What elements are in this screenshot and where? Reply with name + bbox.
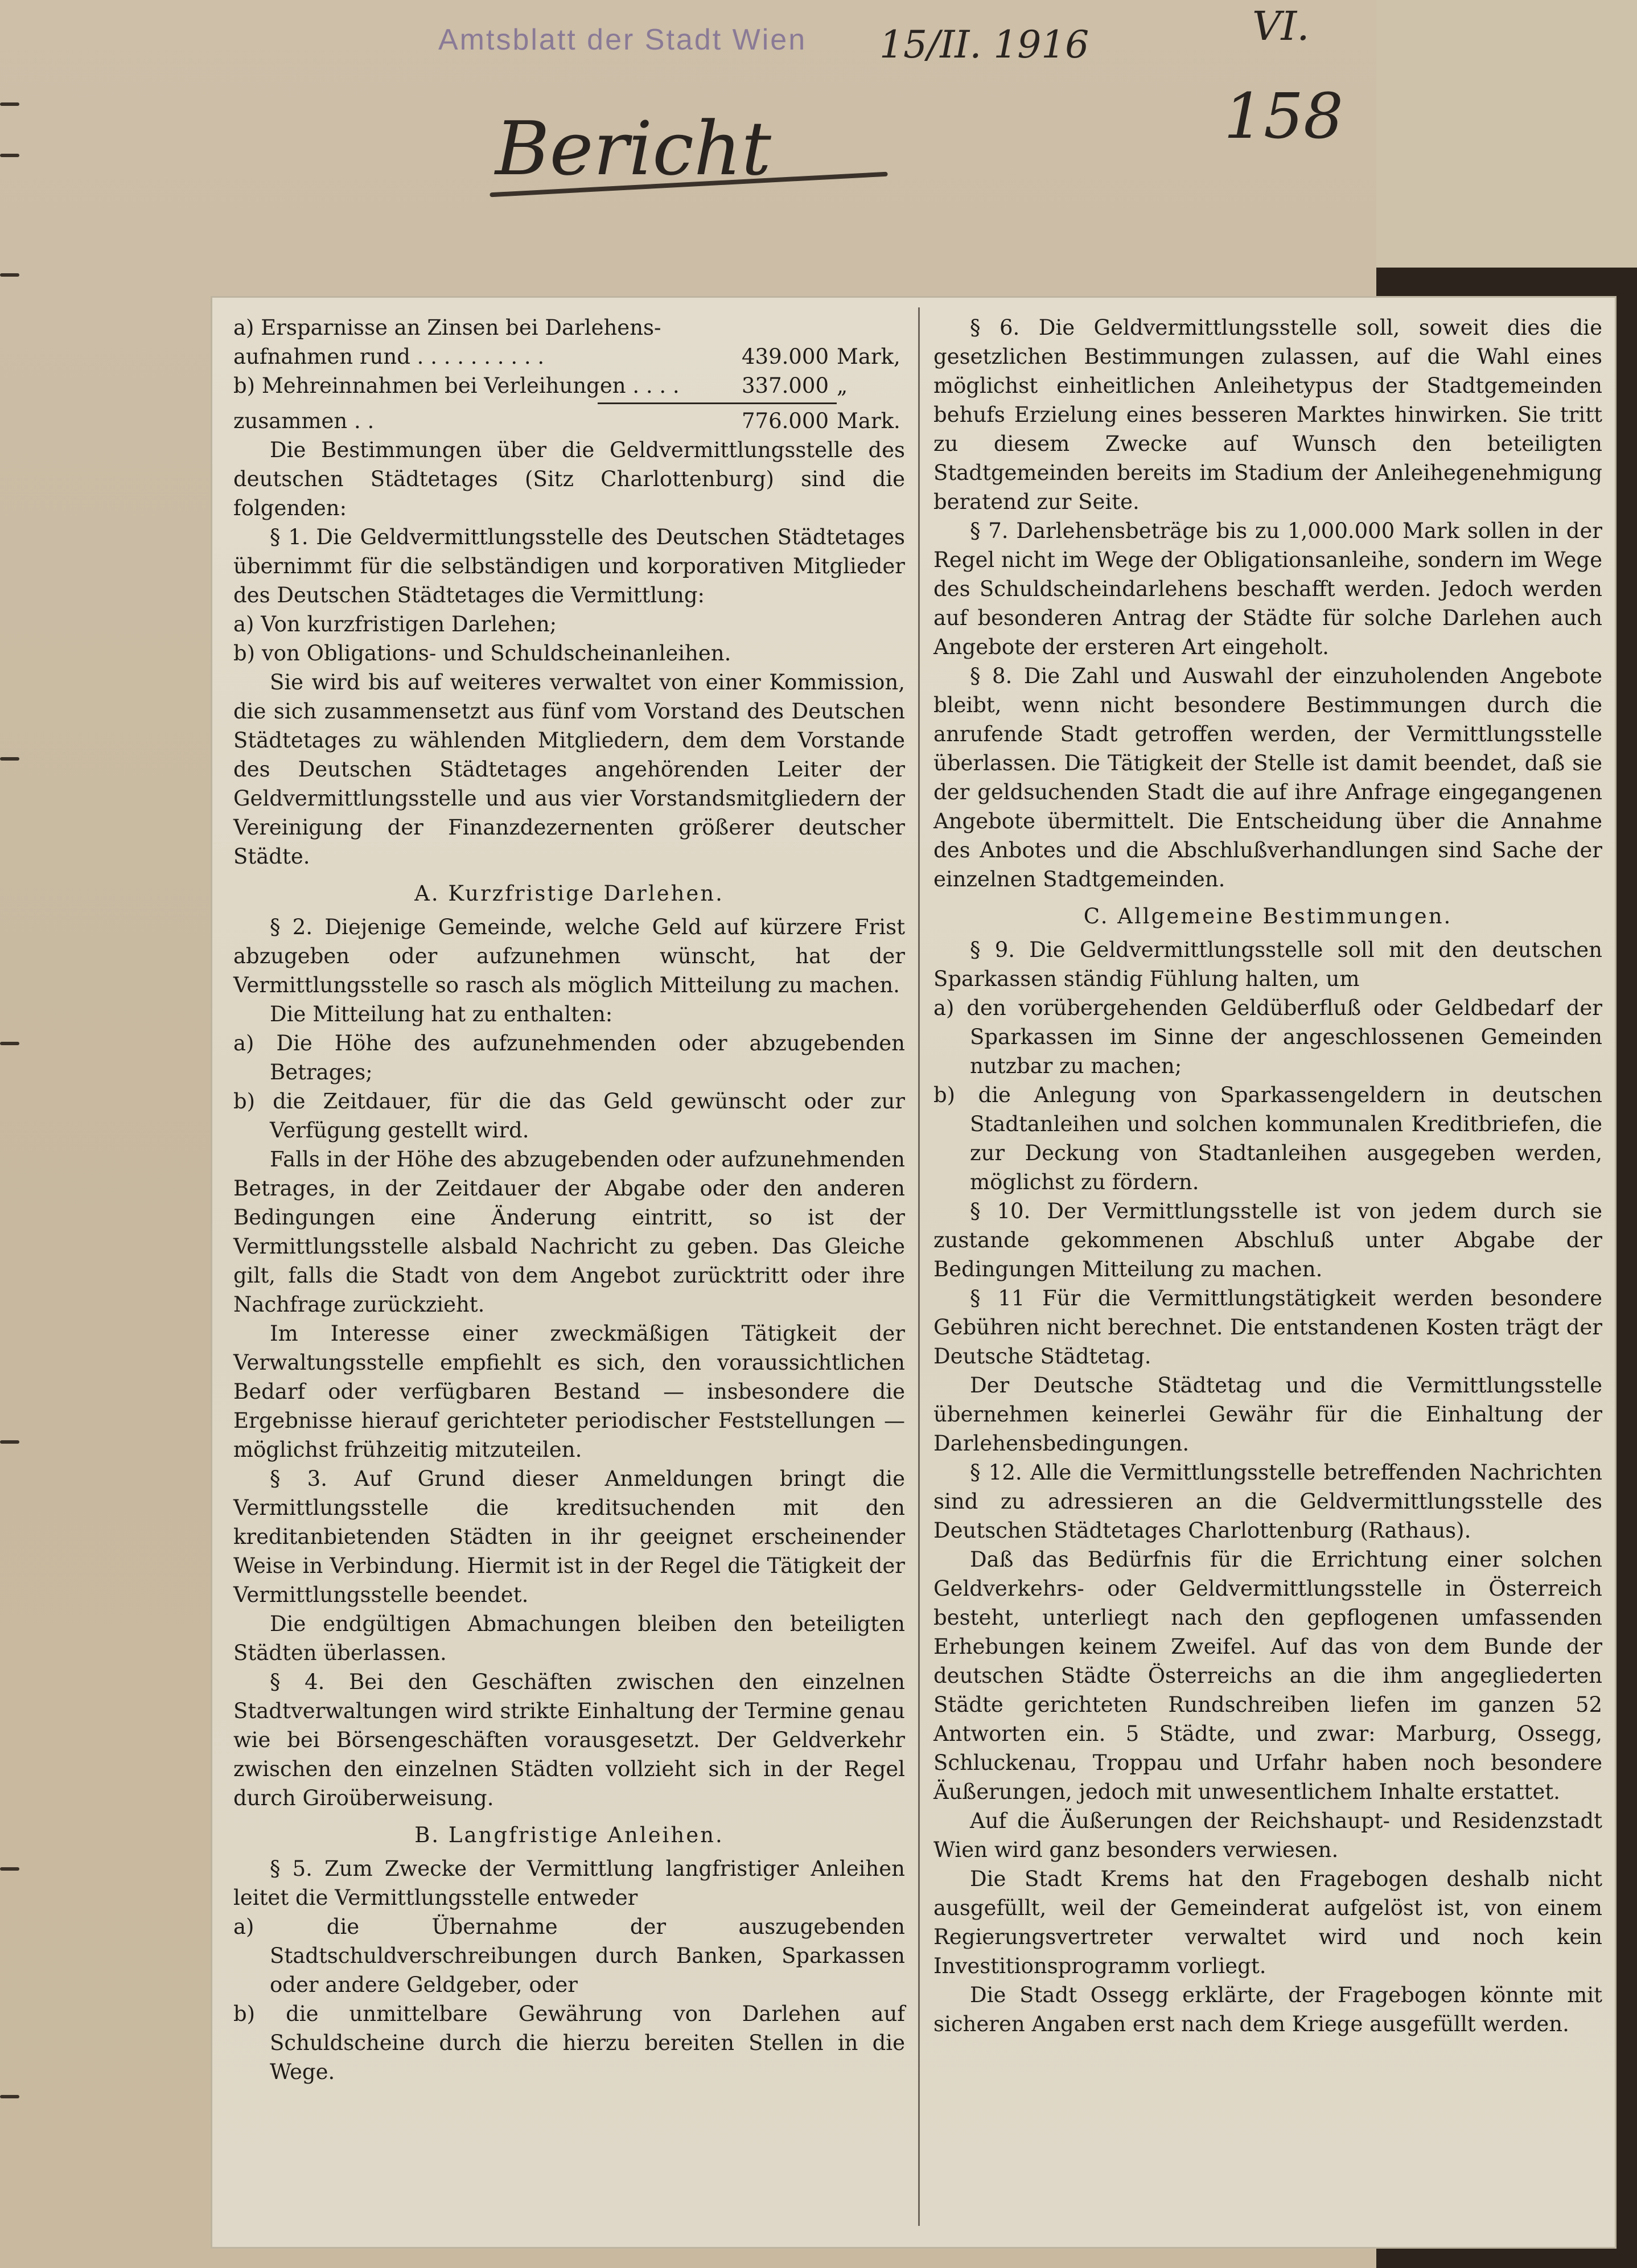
paragraph: § 4. Bei den Geschäften zwischen den einzelnen Stadtverwaltungen wird strikte Einhaltung der Termine genau wie bei Börsengeschäften vorausgesetzt. Der Geldverkehr zwischen den einzelnen Städten vollzieht sich in der Regel durch Giroüberweisung.	[233, 1670, 905, 1810]
sum-unit: Mark.	[837, 409, 900, 433]
newspaper-stamp: Amtsblatt der Stadt Wien	[438, 23, 807, 56]
sum-row	[233, 342, 905, 371]
sum-rule	[598, 402, 837, 404]
sum-label: b) Mehreinnahmen bei Verleihungen . . . .	[233, 373, 680, 398]
paragraph: § 8. Die Zahl und Auswahl der einzuholenden Angebote bleibt, wenn nicht besondere Bestimmungen durch die anrufende Stadt getroffen werden, der Vermittlungsstelle überlassen. Die Tätigkeit der Stelle ist damit beendet, daß sie der geldsuchenden Stadt die auf ihre Anfrage eingegangenen Angebote übermittelt. Die Entscheidung über die Annahme des Anbotes und die Abschlußverhandlungen sind Sache der einzelnen Stadtgemeinden.	[933, 664, 1602, 891]
paragraph: § 1. Die Geldvermittlungsstelle des Deutschen Städtetages übernimmt für die selbständigen und korporativen Mitglieder des Deutschen Städtetages die Vermittlung:	[233, 525, 905, 607]
paragraph: § 11 Für die Vermittlungstätigkeit werden besondere Gebühren nicht berechnet. Die entstandenen Kosten trägt der Deutsche Städtetag.	[933, 1286, 1602, 1369]
paragraph: § 9. Die Geldvermittlungsstelle soll mit den deutschen Sparkassen ständig Fühlung halten, um	[933, 938, 1602, 991]
handwritten-title: Bericht	[495, 105, 771, 192]
left-column	[233, 313, 905, 2086]
paragraph: Im Interesse einer zweckmäßigen Tätigkeit der Verwaltungsstelle empfiehlt es sich, den voraussichtlichen Bedarf oder verfügbaren Bestand — insbesondere die Ergebnisse hierauf gerichteter periodischer Feststellungen — möglichst frühzeitig mitzuteilen.	[233, 1321, 905, 1462]
paragraph: Auf die Äußerungen der Reichshaupt- und Residenzstadt Wien wird ganz besonders verwiesen.	[933, 1809, 1602, 1862]
handwritten-date: 15/II. 1916	[879, 23, 1089, 67]
paragraph: b) die unmittelbare Gewährung von Darlehen auf Schuldscheine durch die hierzu bereiten Stellen in die Wege.	[233, 2002, 905, 2084]
right-column	[933, 313, 1602, 2039]
sum-amount: 439.000	[741, 344, 829, 369]
paragraph: Die Stadt Ossegg erklärte, der Fragebogen könnte mit sicheren Angaben erst nach dem Kriege ausgefüllt werden.	[933, 1983, 1602, 2036]
handwritten-roman-numeral: VI.	[1252, 3, 1310, 50]
handwritten-page-number: 158	[1224, 80, 1343, 153]
paragraph: a) den vorübergehenden Geldüberfluß oder Geldbedarf der Sparkassen im Sinne der angeschlossenen Gemeinden nutzbar zu machen;	[933, 996, 1602, 1078]
paragraph: a) Von kurzfristigen Darlehen;	[233, 612, 557, 636]
paragraph: § 12. Alle die Vermittlungsstelle betreffenden Nachrichten sind zu adressieren an die Geldvermittlungsstelle des Deutschen Städtetages Charlottenburg (Rathaus).	[933, 1460, 1602, 1543]
sum-row	[233, 406, 905, 435]
paragraph: b) die Anlegung von Sparkassengeldern in deutschen Stadtanleihen und solchen kommunalen Kreditbriefen, die zur Deckung von Stadtanleihen ausgegeben werden, möglichst zu fördern.	[933, 1083, 1602, 1194]
binding-marks	[0, 102, 34, 2209]
paragraph: Daß das Bedürfnis für die Errichtung einer solchen Geldverkehrs- oder Geldvermittlungsstelle in Österreich besteht, unterliegt nach den gepflogenen umfassenden Erhebungen keinem Zweifel. Auf das von dem Bunde der deutschen Städte Österreichs an die ihm angegliederten Städte gerichteten Rundschreiben liefen im ganzen 52 Antworten ein. 5 Städte, und zwar: Marburg, Ossegg, Schluckenau, Troppau und Urfahr haben noch besondere Äußerungen, jedoch mit unwesentlichem Inhalte erstattet.	[933, 1547, 1602, 1804]
sum-label: zusammen . .	[233, 409, 375, 433]
sum-label: aufnahmen rund . . . . . . . . . .	[233, 344, 545, 369]
sum-amount: 337.000	[741, 373, 829, 398]
newspaper-clipping	[211, 296, 1617, 2249]
paragraph: Die Stadt Krems hat den Fragebogen deshalb nicht ausgefüllt, weil der Gemeinderat aufgelöst ist, von einem Regierungsvertreter verwaltet wird und noch kein Investitionsprogramm vorliegt.	[933, 1867, 1602, 1978]
paragraph: § 3. Auf Grund dieser Anmeldungen bringt die Vermittlungsstelle die kreditsuchenden mit den kreditanbietenden Städten in ihr geeignet erscheinender Weise in Verbindung. Hiermit ist in der Regel die Tätigkeit der Vermittlungsstelle beendet.	[233, 1466, 905, 1607]
paragraph: b) von Obligations- und Schuldscheinanleihen.	[233, 641, 731, 665]
paragraph: Sie wird bis auf weiteres verwaltet von einer Kommission, die sich zusammensetzt aus fünf vom Vorstand des Deutschen Städtetages zu wählenden Mitgliedern, dem dem Vorstande des Deutschen Städtetages angehörenden Leiter der Geldvermittlungsstelle und aus vier Vorstandsmitgliedern der Vereinigung der Finanzdezernenten größerer deutscher Städte.	[233, 670, 905, 869]
paragraph: Die endgültigen Abmachungen bleiben den beteiligten Städten überlassen.	[233, 1612, 905, 1665]
sum-unit: „	[837, 373, 848, 398]
paragraph: b) die Zeitdauer, für die das Geld gewünscht oder zur Verfügung gestellt wird.	[233, 1089, 905, 1143]
column-divider	[918, 307, 920, 2226]
paragraph: § 10. Der Vermittlungsstelle ist von jedem durch sie zustande gekommenen Abschluß unter Abgabe der Bedingungen Mitteilung zu machen.	[933, 1199, 1602, 1281]
paragraph: Falls in der Höhe des abzugebenden oder aufzunehmenden Betrages, in der Zeitdauer der Abgabe oder den anderen Bedingungen eine Änderung eintritt, so ist der Vermittlungsstelle alsbald Nachricht zu geben. Das Gleiche gilt, falls die Stadt von dem Angebot zurücktritt oder ihre Nachfrage zurückzieht.	[233, 1147, 905, 1317]
sum-amount: 776.000	[741, 409, 829, 433]
paragraph: § 5. Zum Zwecke der Vermittlung langfristiger Anleihen leitet die Vermittlungsstelle entweder	[233, 1856, 905, 1910]
section-heading: B. Langfristige Anleihen.	[414, 1823, 724, 1847]
paragraph: § 6. Die Geldvermittlungsstelle soll, soweit dies die gesetzlichen Bestimmungen zulassen, auf die Wahl eines möglichst einheitlichen Anleihetypus der Stadtgemeinden behufs Erzielung eines besseren Marktes hinwirken. Sie tritt zu diesem Zwecke auf Wunsch den beteiligten Stadtgemeinden bereits im Stadium der Anleihegenehmigung beratend zur Seite.	[933, 315, 1602, 514]
paragraph: Der Deutsche Städtetag und die Vermittlungsstelle übernehmen keinerlei Gewähr für die Einhaltung der Darlehensbedingungen.	[933, 1373, 1602, 1456]
sum-unit: Mark,	[837, 344, 900, 369]
section-heading: A. Kurzfristige Darlehen.	[414, 881, 724, 906]
paragraph: a) Die Höhe des aufzunehmenden oder abzugebenden Betrages;	[233, 1031, 905, 1084]
sum-row	[233, 371, 905, 400]
backing-sheet-right	[1376, 0, 1637, 268]
paragraph: a) die Übernahme der auszugebenden Stadtschuldverschreibungen durch Banken, Sparkassen oder andere Geldgeber, oder	[233, 1914, 905, 1997]
paragraph: § 2. Diejenige Gemeinde, welche Geld auf kürzere Frist abzugeben oder aufzunehmen wünscht, hat der Vermittlungsstelle so rasch als möglich Mitteilung zu machen.	[233, 915, 905, 997]
paragraph: Die Bestimmungen über die Geldvermittlungsstelle des deutschen Städtetages (Sitz Charlottenburg) sind die folgenden:	[233, 438, 905, 520]
paragraph: a) Ersparnisse an Zinsen bei Darlehens-	[233, 315, 661, 340]
section-heading: C. Allgemeine Bestimmungen.	[1083, 904, 1453, 928]
paragraph: § 7. Darlehensbeträge bis zu 1,000.000 Mark sollen in der Regel nicht im Wege der Obligationsanleihe, sondern im Wege des Schuldscheindarlehens beschafft werden. Jedoch werden auf besonderen Antrag der Städte für solche Darlehen auch Angebote der ersteren Art eingeholt.	[933, 519, 1602, 659]
paragraph: Die Mitteilung hat zu enthalten:	[270, 1002, 613, 1026]
